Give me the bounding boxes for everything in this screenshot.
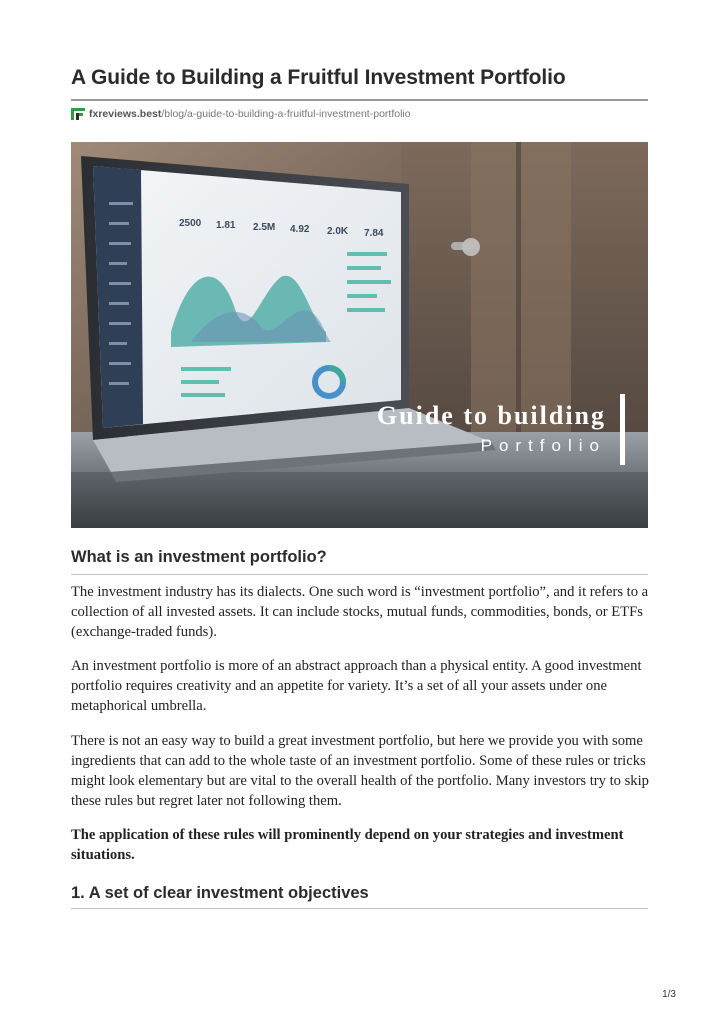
section-divider	[71, 574, 648, 575]
section-divider	[71, 908, 648, 909]
title-divider	[71, 99, 648, 101]
dashboard-stat-1: 2500	[179, 218, 202, 229]
hero-overlay-line2: Portfolio	[480, 436, 606, 455]
section-heading-what-is: What is an investment portfolio?	[71, 548, 327, 566]
dashboard-stat-6: 7.84	[364, 228, 384, 239]
section-heading-objectives: 1. A set of clear investment objectives	[71, 884, 369, 902]
paragraph-3: There is not an easy way to build a great investment portfolio, but here we provide you with some ingredients that can add to the whole taste of an investment portfolio. Some of these rules or tricks might look elementary but are vital to the overall health of the portfolio. Many investors try to skip these rules but regret later not following them.	[71, 733, 649, 809]
paragraph-1: The investment industry has its dialects. One such word is “investment portfolio”, and it refers to a collection of all invested assets. It can include stocks, mutual funds, commodities, bonds, or ETFs (exchange-traded funds).	[71, 584, 649, 640]
paragraph-4-bold: The application of these rules will prominently depend on your strategies and investment situations.	[71, 827, 624, 863]
laptop-dashboard-illustration	[71, 142, 648, 528]
source-path: /blog/a-guide-to-building-a-fruitful-investment-portfolio	[161, 108, 411, 120]
paragraph-2: An investment portfolio is more of an abstract approach than a physical entity. A good investment portfolio requires creativity and an appetite for variety. It’s a set of all your assets under one metaphorical umbrella.	[71, 658, 642, 714]
hero-overlay-line1: Guide to building	[376, 401, 606, 430]
dashboard-stat-4: 4.92	[290, 224, 310, 235]
page-number: 1/3	[662, 989, 676, 1000]
dashboard-stat-5: 2.0K	[327, 226, 349, 237]
source-link[interactable]	[71, 107, 411, 121]
page-title: A Guide to Building a Fruitful Investment Portfolio	[71, 66, 566, 89]
hero-image	[71, 142, 648, 528]
source-domain: fxreviews.best	[89, 108, 162, 120]
dashboard-stat-3: 2.5M	[253, 222, 276, 233]
hero-overlay-bar	[620, 394, 625, 465]
dashboard-stat-2: 1.81	[216, 220, 236, 231]
fxreviews-logo-icon	[71, 107, 85, 121]
